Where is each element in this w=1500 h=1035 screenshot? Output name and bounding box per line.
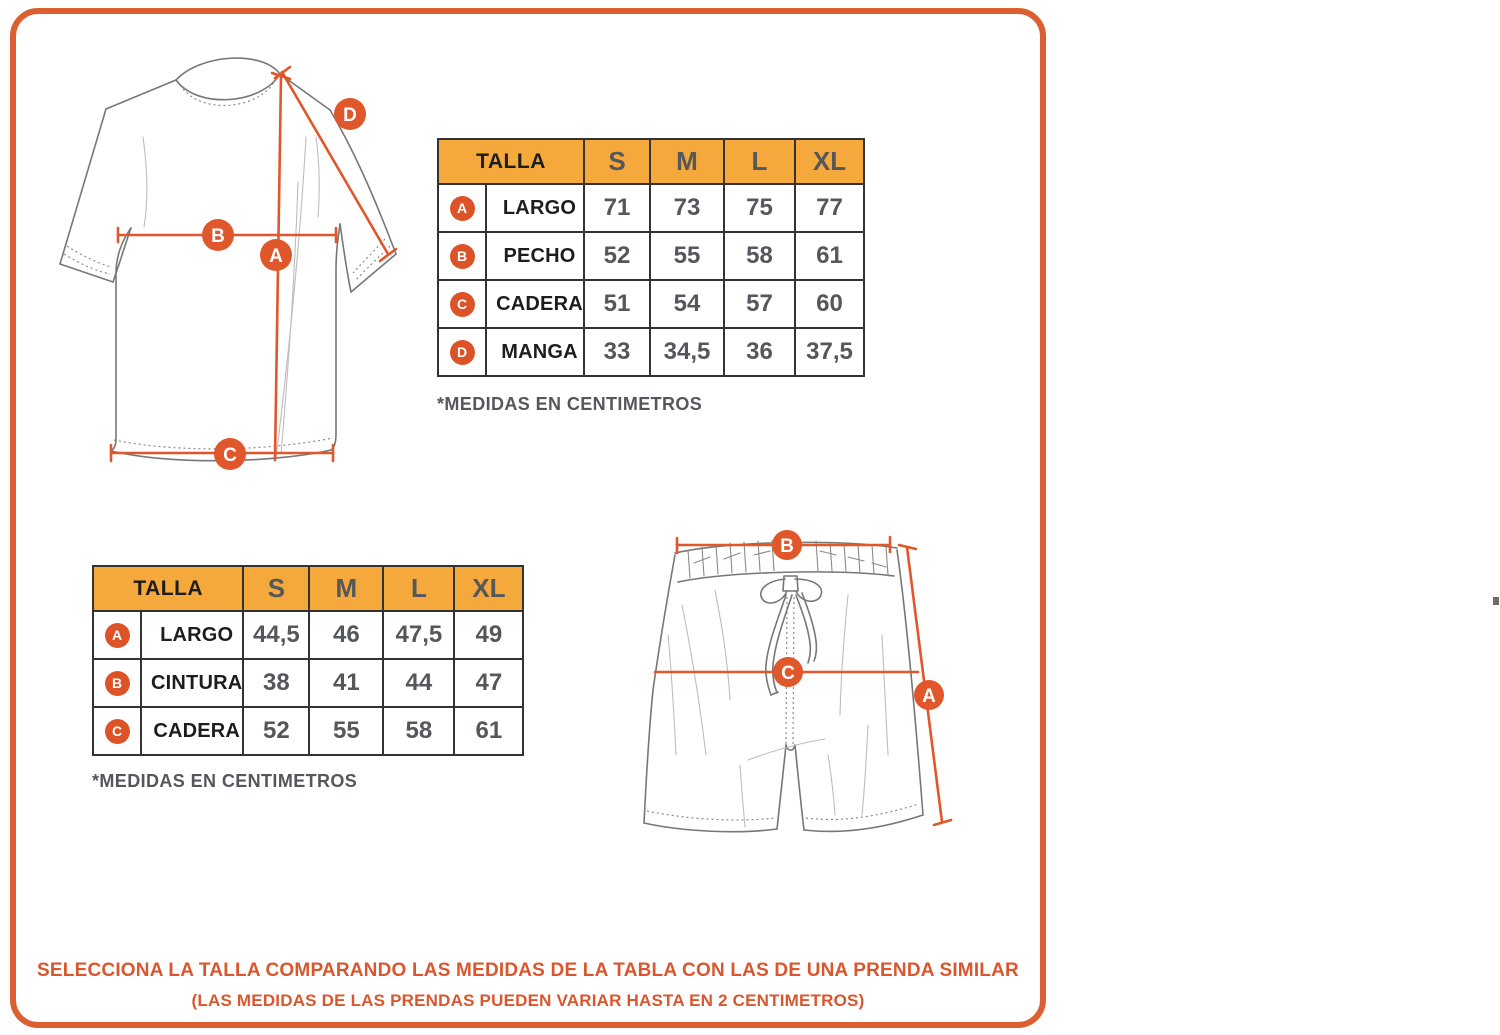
measure-value: 58 xyxy=(724,232,795,280)
measure-value: 38 xyxy=(243,659,309,707)
measure-value: 33 xyxy=(584,328,650,376)
svg-text:C: C xyxy=(223,445,237,466)
measure-value: 61 xyxy=(454,707,523,755)
svg-text:B: B xyxy=(780,536,794,557)
measure-value: 52 xyxy=(584,232,650,280)
measure-value: 57 xyxy=(724,280,795,328)
measure-label: CINTURA xyxy=(141,659,243,707)
size-col-s: S xyxy=(584,139,650,184)
tshirt-diagram xyxy=(48,42,448,487)
size-header-label: TALLA xyxy=(438,139,584,184)
marker-a-badge xyxy=(914,680,944,710)
measure-value: 77 xyxy=(795,184,864,232)
measure-label: CADERA xyxy=(486,280,584,328)
footer-instructions xyxy=(10,960,1046,1011)
measure-label: LARGO xyxy=(486,184,584,232)
marker-b-badge xyxy=(202,219,234,251)
size-col-s: S xyxy=(243,566,309,611)
measure-value: 44,5 xyxy=(243,611,309,659)
shorts-table-header-row xyxy=(93,566,523,611)
measure-label: CADERA xyxy=(141,707,243,755)
shorts-units-note: *MEDIDAS EN CENTIMETROS xyxy=(92,771,358,791)
shorts-size-table xyxy=(92,565,524,756)
measure-value: 60 xyxy=(795,280,864,328)
measure-value: 47,5 xyxy=(383,611,454,659)
measure-value: 41 xyxy=(309,659,383,707)
marker-letter-badge: A xyxy=(105,623,130,648)
footer-line-1: SELECCIONA LA TALLA COMPARANDO LAS MEDIDAS DE LA TABLA CON LAS DE UNA PRENDA SIMILAR xyxy=(37,960,1019,981)
measure-value: 51 xyxy=(584,280,650,328)
measure-line-d xyxy=(282,72,388,254)
measure-label: MANGA xyxy=(486,328,584,376)
marker-c-badge xyxy=(773,657,803,687)
measure-value: 34,5 xyxy=(650,328,724,376)
shorts-row-cintura xyxy=(93,659,523,707)
marker-letter-badge: C xyxy=(450,292,475,317)
measure-value: 52 xyxy=(243,707,309,755)
measure-value: 49 xyxy=(454,611,523,659)
marker-d-badge xyxy=(334,98,366,130)
marker-letter-badge: B xyxy=(105,671,130,696)
measure-label: PECHO xyxy=(486,232,584,280)
shirt-row-cadera xyxy=(438,280,864,328)
marker-c-badge xyxy=(214,438,246,470)
size-col-xl: XL xyxy=(795,139,864,184)
shorts-row-largo xyxy=(93,611,523,659)
measure-value: 44 xyxy=(383,659,454,707)
shirt-table-header-row xyxy=(438,139,864,184)
shirt-row-pecho xyxy=(438,232,864,280)
size-col-xl: XL xyxy=(454,566,523,611)
svg-text:A: A xyxy=(922,686,936,707)
size-header-label: TALLA xyxy=(93,566,243,611)
shirt-units-note: *MEDIDAS EN CENTIMETROS xyxy=(437,394,703,414)
screen-edge-artifact xyxy=(1493,597,1499,605)
size-col-m: M xyxy=(650,139,724,184)
marker-letter-badge: A xyxy=(450,196,475,221)
shirt-row-largo xyxy=(438,184,864,232)
shirt-size-table xyxy=(437,138,865,377)
svg-text:A: A xyxy=(269,246,283,267)
marker-letter-badge: B xyxy=(450,244,475,269)
size-col-l: L xyxy=(724,139,795,184)
shorts-row-cadera xyxy=(93,707,523,755)
measure-value: 55 xyxy=(309,707,383,755)
footer-line-2: (LAS MEDIDAS DE LAS PRENDAS PUEDEN VARIAR HASTA EN 2 CENTIMETROS) xyxy=(191,991,865,1010)
size-col-m: M xyxy=(309,566,383,611)
measure-value: 46 xyxy=(309,611,383,659)
shorts-diagram xyxy=(620,515,1040,895)
svg-text:D: D xyxy=(343,105,357,126)
measure-value: 54 xyxy=(650,280,724,328)
measure-value: 73 xyxy=(650,184,724,232)
marker-letter-badge: D xyxy=(450,340,475,365)
measure-value: 47 xyxy=(454,659,523,707)
measure-value: 36 xyxy=(724,328,795,376)
svg-text:B: B xyxy=(211,226,225,247)
measure-value: 61 xyxy=(795,232,864,280)
measure-value: 58 xyxy=(383,707,454,755)
size-col-l: L xyxy=(383,566,454,611)
measure-value: 71 xyxy=(584,184,650,232)
shirt-row-manga xyxy=(438,328,864,376)
measure-value: 55 xyxy=(650,232,724,280)
marker-letter-badge: C xyxy=(105,719,130,744)
svg-text:C: C xyxy=(781,663,795,684)
measure-value: 37,5 xyxy=(795,328,864,376)
marker-b-badge xyxy=(772,530,802,560)
measure-label: LARGO xyxy=(141,611,243,659)
marker-a-badge xyxy=(260,239,292,271)
measure-value: 75 xyxy=(724,184,795,232)
